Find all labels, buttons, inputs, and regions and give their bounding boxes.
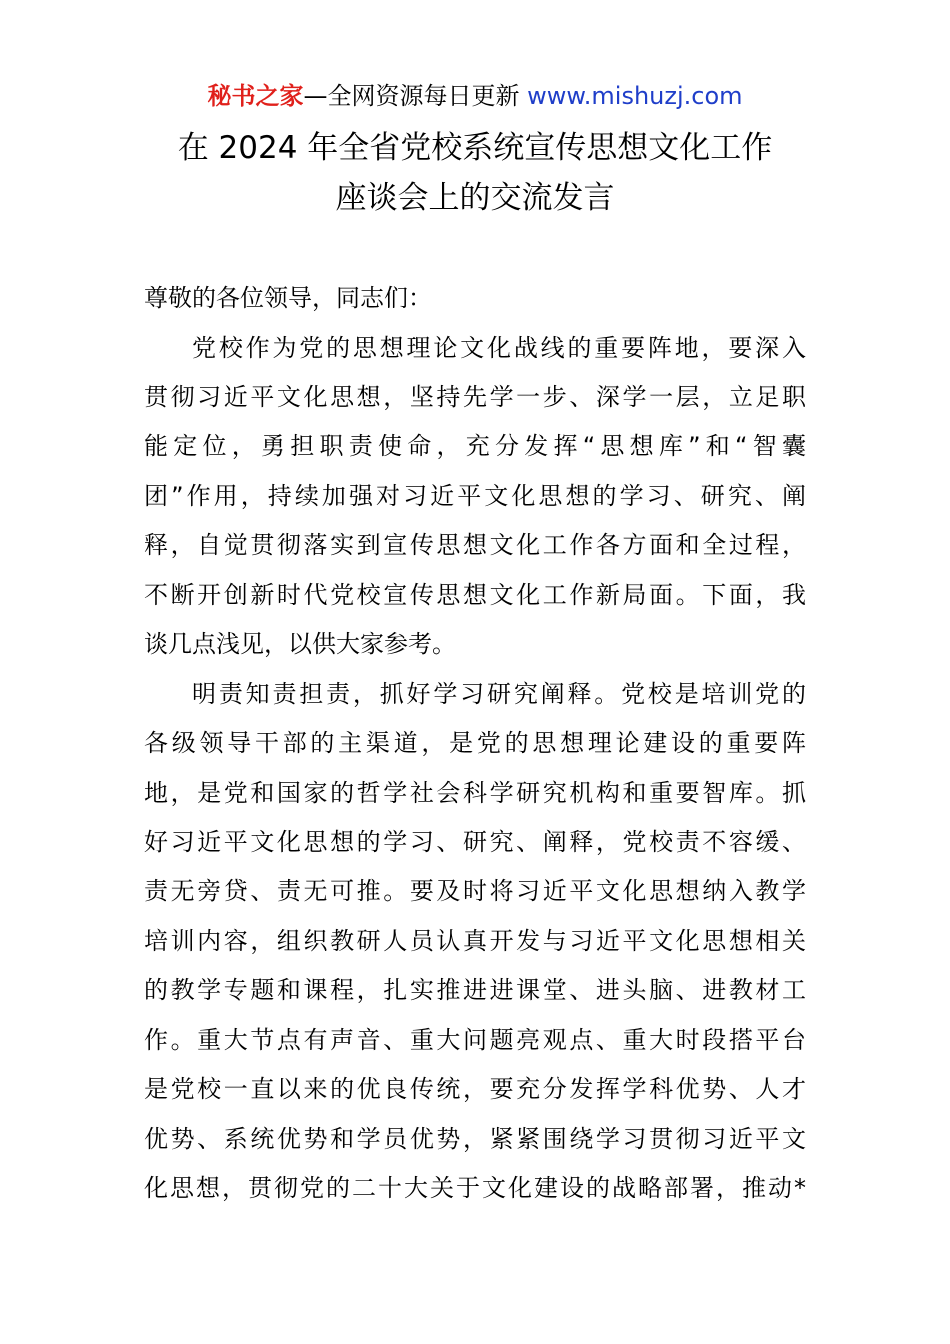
- text-line: 谈几点浅见，以供大家参考。: [144, 630, 456, 658]
- greeting: 尊敬的各位领导，同志们：: [144, 284, 432, 312]
- text-line: 党校作为党的思想理论文化战线的重要阵地，要深入: [192, 334, 806, 362]
- document-title-line-1: 在 2024 年全省党校系统宣传思想文化工作: [177, 130, 773, 166]
- text-line: 好习近平文化思想的学习、研究、阐释，党校责不容缓、: [144, 828, 806, 856]
- text-line: 团”作用，持续加强对习近平文化思想的学习、研究、阐: [144, 482, 806, 510]
- document-title-line-2: 座谈会上的交流发言: [335, 180, 615, 216]
- text-line: 不断开创新时代党校宣传思想文化工作新局面。下面，我: [144, 581, 806, 609]
- text-line: 化思想，贯彻党的二十大关于文化建设的战略部署，推动*: [144, 1174, 806, 1202]
- text-line: 地，是党和国家的哲学社会科学研究机构和重要智库。抓: [144, 779, 806, 807]
- text-line: 能定位，勇担职责使命，充分发挥“思想库”和“智囊: [144, 432, 806, 460]
- text-line: 是党校一直以来的优良传统，要充分发挥学科优势、人才: [144, 1075, 806, 1103]
- text-line: 明责知责担责，抓好学习研究阐释。党校是培训党的: [192, 680, 806, 708]
- brand-name: 秘书之家: [207, 82, 304, 110]
- text-line: 作。重大节点有声音、重大问题亮观点、重大时段搭平台: [144, 1026, 806, 1054]
- site-banner: [0, 78, 950, 114]
- text-line: 优势、系统优势和学员优势，紧紧围绕学习贯彻习近平文: [144, 1125, 806, 1153]
- text-line: 贯彻习近平文化思想，坚持先学一步、深学一层，立足职: [144, 383, 806, 411]
- text-line: 的教学专题和课程，扎实推进进课堂、进头脑、进教材工: [144, 976, 806, 1004]
- text-line: 培训内容，组织教研人员认真开发与习近平文化思想相关: [144, 927, 806, 955]
- text-line: 各级领导干部的主渠道，是党的思想理论建设的重要阵: [144, 729, 806, 757]
- text-line: 责无旁贷、责无可推。要及时将习近平文化思想纳入教学: [144, 877, 806, 905]
- banner-tagline: —全网资源每日更新: [303, 82, 528, 110]
- site-url[interactable]: www.mishuzj.com: [527, 82, 743, 110]
- text-line: 释，自觉贯彻落实到宣传思想文化工作各方面和全过程，: [144, 531, 806, 559]
